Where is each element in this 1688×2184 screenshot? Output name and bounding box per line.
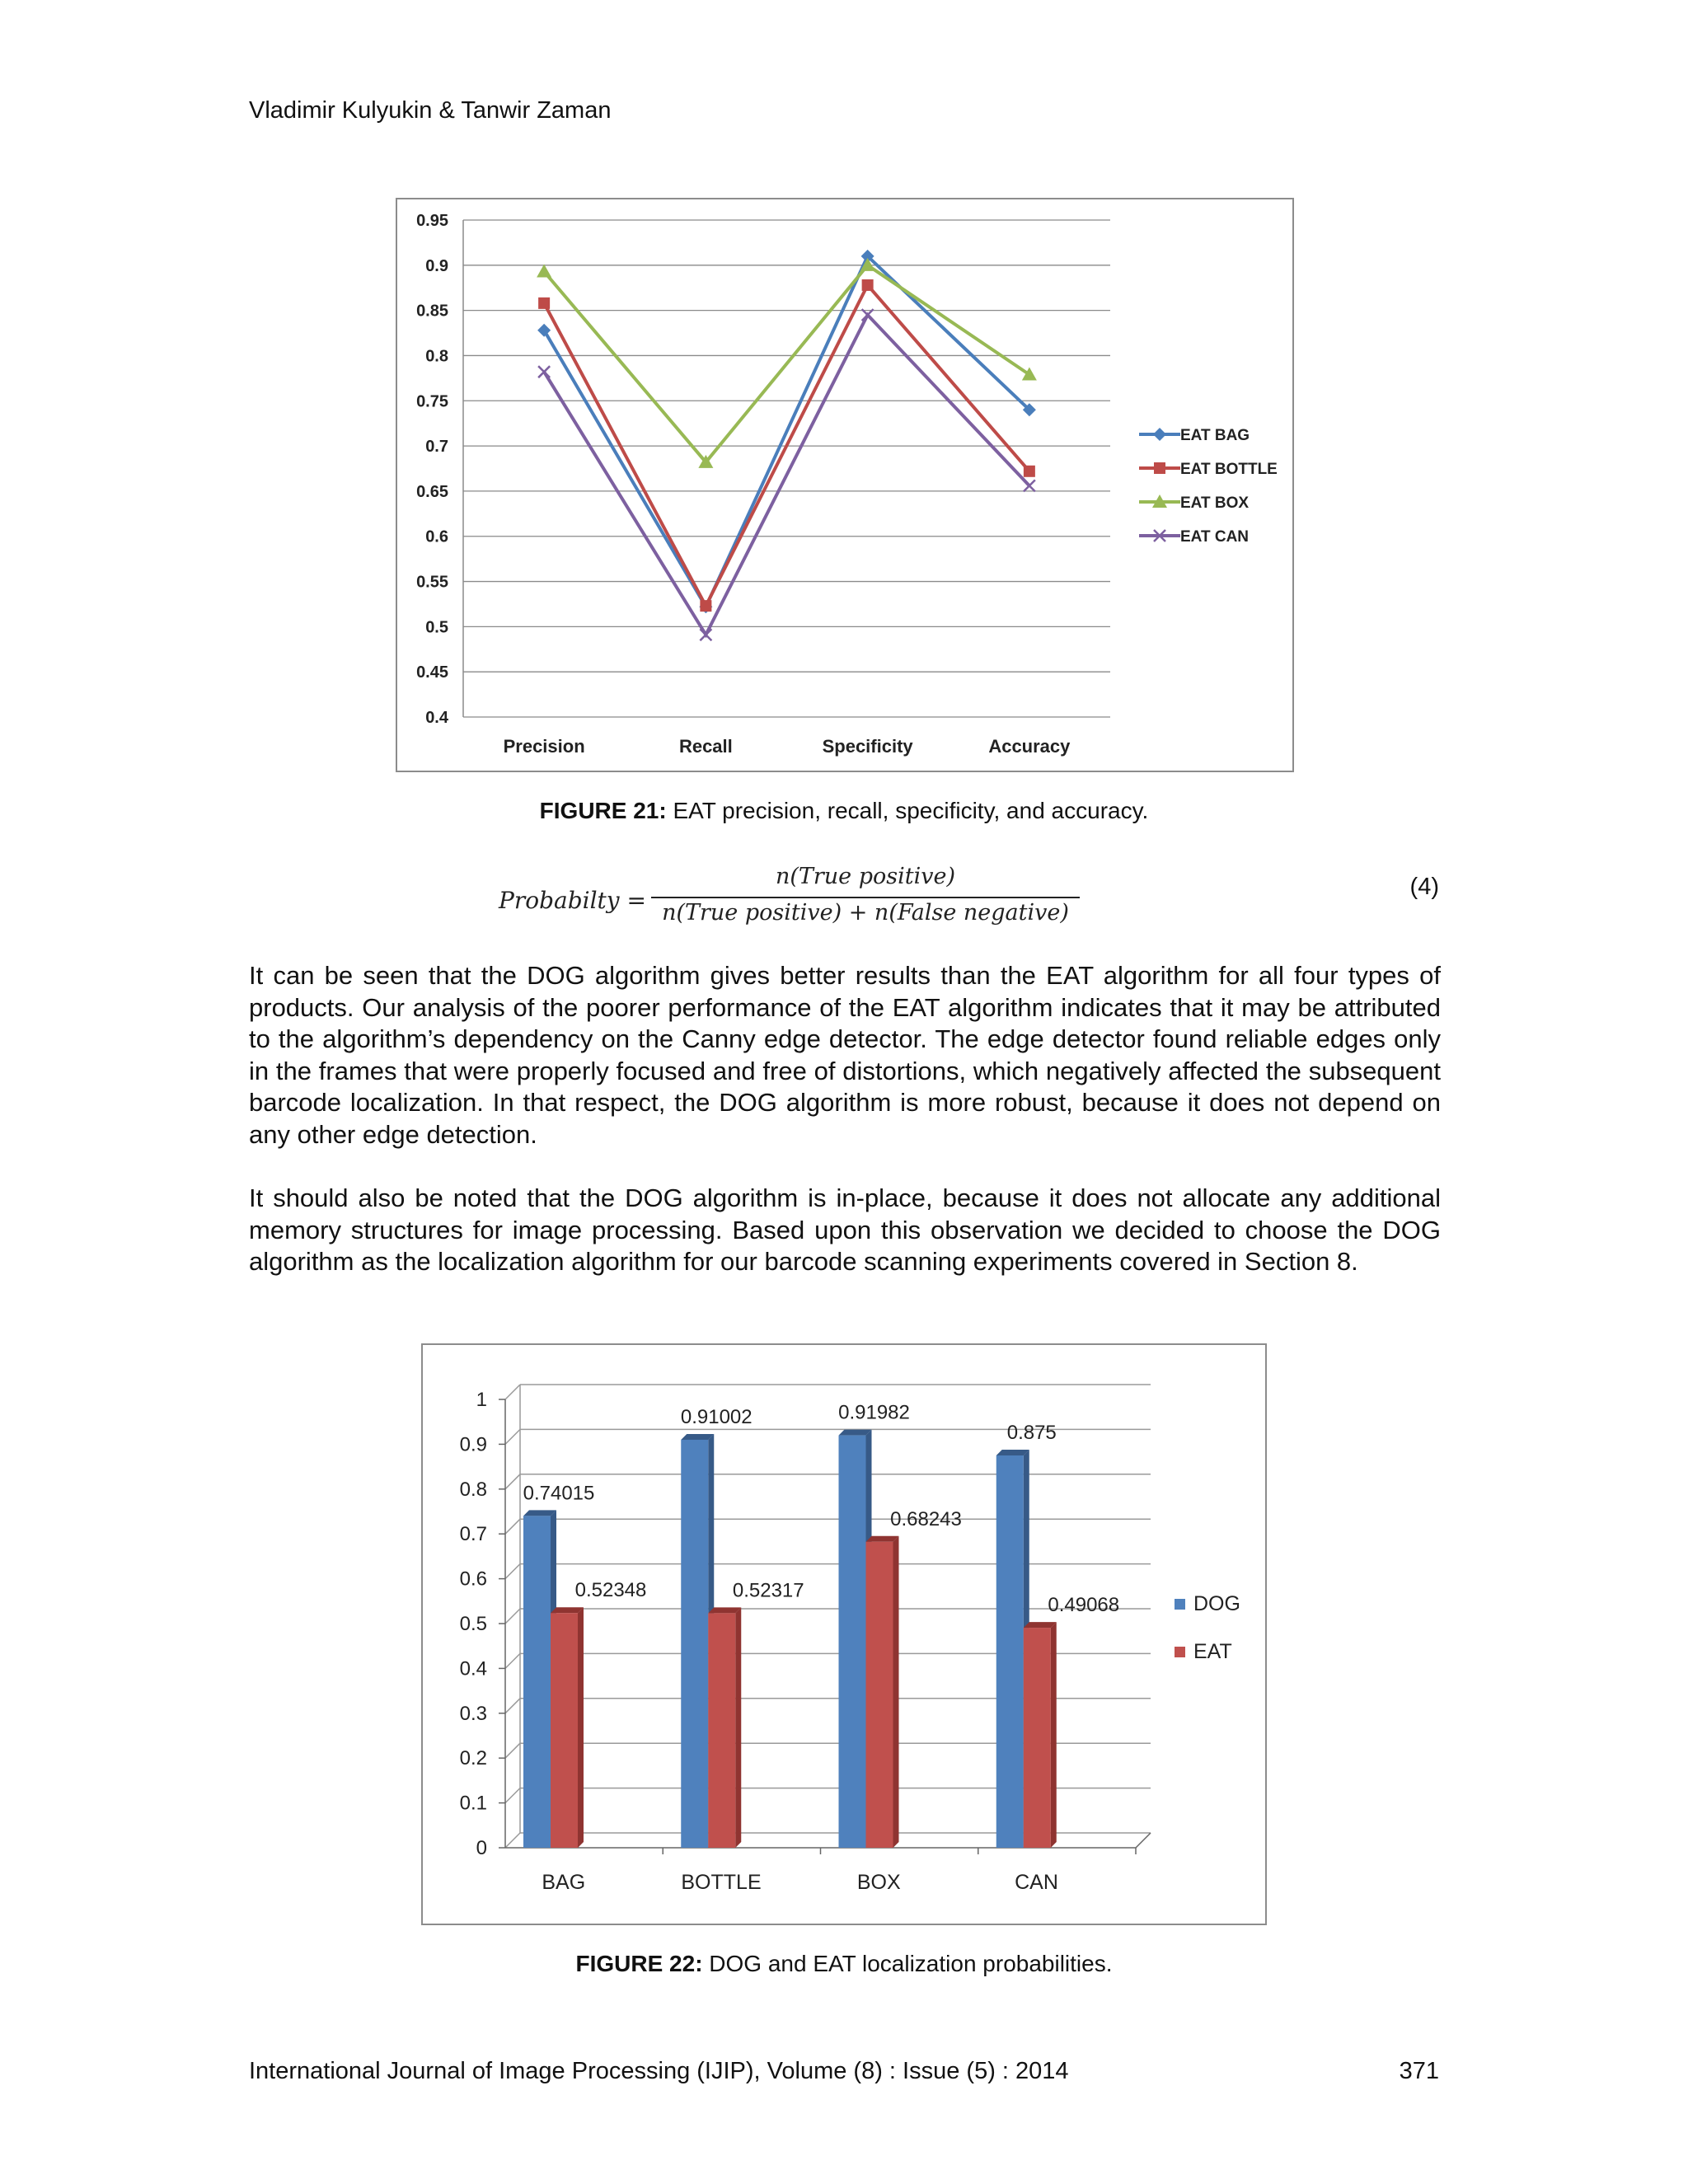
bar xyxy=(1024,1628,1051,1848)
paragraph-1: It can be seen that the DOG algorithm gives better results than the EAT algorithm for all four types of products. Our analysis of the poorer performance of the EAT algorithm indicates that it may be attributed to the algorithm’s dependency on the Canny edge detector. The edge detector found reliable edges only in the frames that were properly focused and free of distortions, which negatively affected the subsequent barcode localization. In that respect, the DOG algorithm is more robust, because it does not depend on any other edge detection. xyxy=(249,961,1441,1149)
data-point xyxy=(538,366,550,377)
y-tick-label: 0.9 xyxy=(425,256,448,275)
page-number: 371 xyxy=(1399,2058,1439,2084)
y-tick-label: 0.1 xyxy=(459,1792,487,1815)
equation-number: (4) xyxy=(1409,874,1439,900)
legend-label: EAT BOTTLE xyxy=(1180,461,1278,478)
bar xyxy=(523,1516,551,1848)
bar-top xyxy=(866,1536,899,1542)
grid-diagonal xyxy=(505,1609,520,1624)
bar xyxy=(681,1440,708,1848)
legend-label: DOG xyxy=(1193,1592,1240,1615)
bar-top xyxy=(681,1434,714,1440)
data-label: 0.875 xyxy=(1006,1422,1057,1444)
bar xyxy=(866,1542,893,1848)
figure-21-text: EAT precision, recall, specificity, and accuracy. xyxy=(666,798,1149,823)
figure-22-chart xyxy=(421,1343,1267,1925)
bar-top xyxy=(996,1450,1029,1455)
running-header: Vladimir Kulyukin & Tanwir Zaman xyxy=(249,97,612,124)
y-tick-label: 0.85 xyxy=(416,302,448,321)
bar-chart xyxy=(423,1345,1265,1924)
fraction-bar xyxy=(651,897,1080,898)
grid-diagonal xyxy=(505,1564,520,1579)
y-tick-label: 0.75 xyxy=(416,392,448,411)
line-chart xyxy=(397,199,1292,771)
data-label: 0.74015 xyxy=(523,1482,595,1505)
bar-side xyxy=(1051,1622,1057,1848)
grid-diagonal xyxy=(505,1474,520,1489)
y-tick-label: 0.4 xyxy=(459,1657,487,1680)
bar-side xyxy=(735,1607,741,1848)
equation-numerator: n(True positive) xyxy=(775,864,956,889)
legend-swatch xyxy=(1175,1647,1185,1657)
legend-label: EAT BAG xyxy=(1180,427,1250,444)
grid-diagonal xyxy=(505,1743,520,1758)
figure-22-text: DOG and EAT localization probabilities. xyxy=(702,1951,1113,1976)
bar xyxy=(839,1436,866,1848)
legend-label: EAT xyxy=(1193,1640,1232,1663)
bar xyxy=(708,1613,735,1848)
bar-top xyxy=(523,1510,556,1516)
y-tick-label: 0.55 xyxy=(416,573,448,592)
y-tick-label: 0.3 xyxy=(459,1702,487,1725)
bar xyxy=(996,1455,1024,1848)
y-tick-label: 0.4 xyxy=(425,709,448,727)
bar-side xyxy=(578,1607,584,1848)
equation xyxy=(499,864,1076,938)
x-tick-label: Specificity xyxy=(822,736,913,757)
data-label: 0.91002 xyxy=(680,1405,753,1428)
data-point xyxy=(537,324,551,337)
legend-marker xyxy=(1154,462,1165,474)
y-tick-label: 0.65 xyxy=(416,482,448,501)
bar-top xyxy=(1024,1622,1057,1628)
y-tick-label: 0.95 xyxy=(416,212,448,230)
legend-label: EAT CAN xyxy=(1180,528,1250,546)
grid-diagonal xyxy=(505,1699,520,1713)
grid-diagonal xyxy=(505,1833,520,1848)
x-tick-label: BOX xyxy=(856,1871,901,1894)
data-label: 0.91982 xyxy=(838,1401,910,1424)
data-point xyxy=(862,279,874,291)
data-point xyxy=(538,298,550,309)
grid-diagonal xyxy=(505,1385,520,1399)
grid-diagonal xyxy=(505,1788,520,1803)
x-tick-label: Recall xyxy=(678,736,733,757)
y-tick-label: 0.9 xyxy=(459,1433,487,1456)
y-tick-label: 0.5 xyxy=(459,1613,487,1635)
x-tick-label: CAN xyxy=(1015,1871,1058,1894)
equation-denominator: n(True positive) + n(False negative) xyxy=(662,900,1069,926)
data-label: 0.52348 xyxy=(574,1579,647,1602)
y-tick-label: 0.7 xyxy=(459,1523,487,1546)
bar-top xyxy=(708,1607,741,1613)
figure-22-caption xyxy=(0,1951,1688,1977)
y-tick-label: 0.5 xyxy=(425,618,448,637)
x-tick-label: Precision xyxy=(503,736,585,757)
y-tick-label: 0.6 xyxy=(459,1568,487,1591)
data-point xyxy=(1024,480,1035,491)
bar-side xyxy=(893,1536,899,1848)
grid-diagonal xyxy=(505,1519,520,1534)
bar xyxy=(551,1613,578,1848)
y-tick-label: 0.6 xyxy=(425,527,448,546)
y-tick-label: 0.8 xyxy=(459,1478,487,1501)
data-label: 0.68243 xyxy=(890,1507,962,1530)
y-tick-label: 0.45 xyxy=(416,663,448,682)
legend-label: EAT BOX xyxy=(1180,494,1250,512)
data-label: 0.52317 xyxy=(732,1579,804,1602)
y-tick-label: 0.7 xyxy=(425,438,448,457)
legend-marker xyxy=(1153,428,1166,441)
data-point xyxy=(1024,466,1035,477)
y-tick-label: 0.8 xyxy=(425,347,448,366)
equation-lhs: Probabilty = xyxy=(499,887,646,914)
grid-diagonal xyxy=(505,1653,520,1668)
data-point xyxy=(537,264,551,277)
figure-21-chart xyxy=(396,198,1294,772)
data-label: 0.49068 xyxy=(1048,1594,1120,1617)
bar-top xyxy=(551,1607,584,1613)
paragraph-2: It should also be noted that the DOG algorithm is in-place, because it does not allocate any additional memory structures for image processing. Based upon this observation we decided to choose the DOG algorithm as the localization algorithm for our barcode scanning experiments covered in Section 8. xyxy=(249,1183,1441,1276)
y-tick-label: 0.2 xyxy=(459,1747,487,1770)
y-tick-label: 1 xyxy=(476,1389,487,1411)
grid-diagonal xyxy=(505,1429,520,1444)
x-tick-label: Accuracy xyxy=(988,736,1071,757)
series-line xyxy=(544,256,1029,607)
legend-swatch xyxy=(1175,1599,1185,1610)
data-point xyxy=(700,629,711,640)
y-tick-label: 0 xyxy=(476,1837,487,1859)
footer-journal: International Journal of Image Processing (IJIP), Volume (8) : Issue (5) : 2014 xyxy=(249,2058,1069,2084)
x-tick-label: BAG xyxy=(542,1871,586,1894)
figure-21-label: FIGURE 21: xyxy=(539,798,667,823)
figure-22-label: FIGURE 22: xyxy=(575,1951,703,1976)
figure-21-caption xyxy=(0,798,1688,824)
x-tick-label: BOTTLE xyxy=(681,1871,762,1894)
bar-top xyxy=(839,1430,872,1436)
data-point xyxy=(700,600,711,612)
